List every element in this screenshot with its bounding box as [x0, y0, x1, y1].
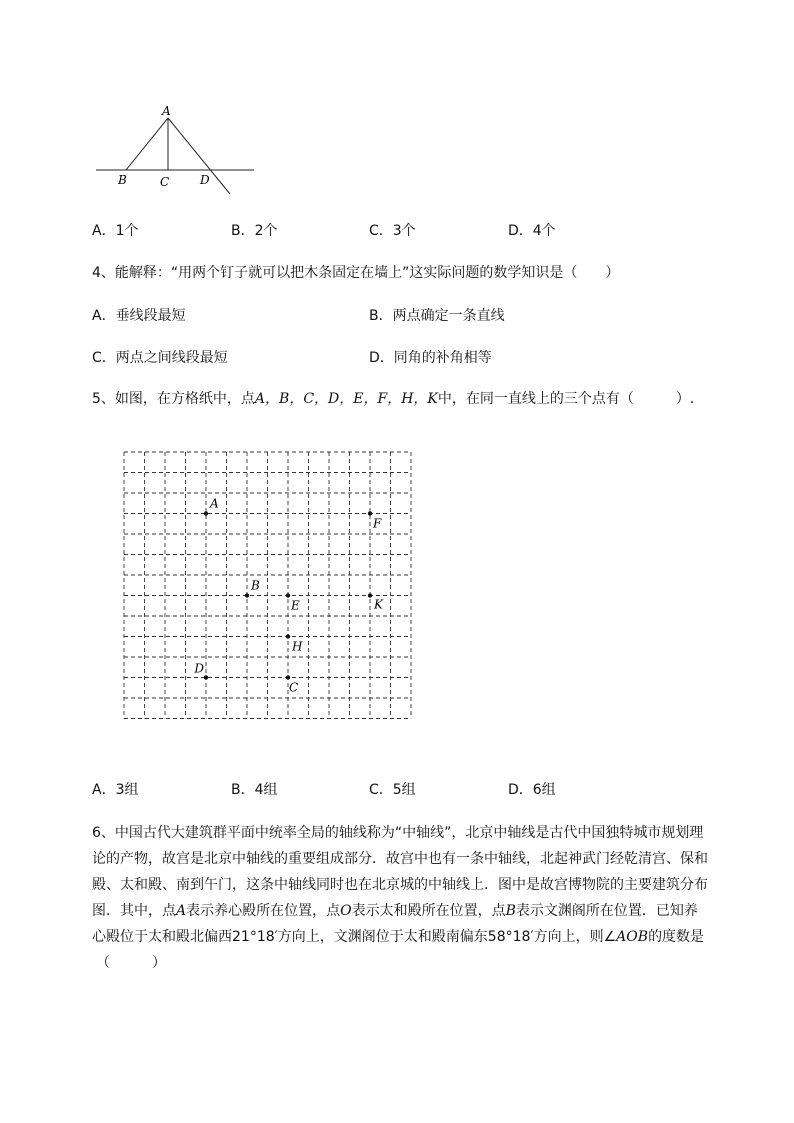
q5-option-b: B．4组 — [231, 782, 278, 798]
label-D: D — [200, 173, 210, 187]
q6-line-4-c: 表示太和殿所在位置，点 — [351, 903, 506, 919]
grid-point-e — [286, 593, 290, 597]
label-A: A — [162, 104, 171, 118]
grid-point-label-c: C — [289, 680, 299, 695]
q5-option-c: C．5组 — [369, 782, 416, 798]
q6-line-1: 6、中国古代大建筑群平面中统率全局的轴线称为“中轴线”，北京中轴线是古代中国独特城市规划理 — [92, 825, 704, 841]
q6-point-B: B — [505, 903, 516, 919]
label-B: B — [118, 173, 127, 187]
grid-point-k — [368, 593, 372, 597]
q6-line-4-a: 图．其中，点 — [92, 903, 176, 919]
q6-line-3: 殿、太和殿、南到午门，这条中轴线同时也在北京城的中轴线上．图中是故宫博物院的主要建筑分布 — [92, 877, 708, 893]
q6-line-5-b: 的度数是 — [648, 929, 705, 945]
grid-point-label-f: F — [373, 516, 382, 531]
grid-point-c — [286, 675, 290, 679]
q4-option-c: C．两点之间线段最短 — [92, 350, 228, 366]
grid-point-d — [204, 675, 208, 679]
q3-option-a: A．1个 — [92, 223, 139, 239]
q3-option-d: D．4个 — [508, 223, 556, 239]
segment-AD-extended — [168, 118, 230, 194]
q6-line-5 — [92, 926, 704, 946]
q5-stem — [92, 388, 694, 408]
label-C: C — [160, 175, 170, 189]
q3-option-b: B．2个 — [231, 223, 278, 239]
q5-points-list: A，B，C，D，E，F，H，K — [254, 391, 438, 407]
q5-option-a: A．3组 — [92, 782, 139, 798]
grid-point-b — [245, 593, 249, 597]
q6-line-4-d: 表示文渊阁所在位置．已知养 — [515, 903, 698, 919]
q6-point-O: O — [340, 903, 352, 919]
grid-figure — [120, 448, 420, 738]
grid-point-label-d: D — [194, 661, 204, 676]
q3-option-c: C．3个 — [369, 223, 416, 239]
q4-option-d: D．同角的补角相等 — [369, 350, 492, 366]
q6-point-A: A — [176, 903, 187, 919]
q6-line-2: 论的产物，故宫是北京中轴线的重要组成部分．故宫中也有一条中轴线，北起神武门经乾清宫、保和 — [92, 851, 708, 867]
q5-stem-prefix: 5、如图，在方格纸中，点 — [92, 391, 255, 407]
q5-option-d: D．6组 — [508, 782, 556, 798]
q6-line-4 — [92, 900, 698, 920]
q6-line-5-a: 心殿位于太和殿北偏西21°18′方向上，文渊阁位于太和殿南偏东58°18′方向上，则∠ — [92, 929, 617, 945]
grid-point-label-k: K — [374, 597, 383, 612]
figure-triangle — [90, 100, 270, 200]
grid-point-f — [368, 511, 372, 515]
grid-point-label-b: B — [251, 578, 260, 593]
q4-option-a: A．垂线段最短 — [92, 308, 186, 324]
grid-point-label-h: H — [292, 639, 303, 654]
q6-answer-blank: （ ） — [96, 955, 166, 971]
grid-point-label-a: A — [210, 496, 219, 511]
q4-stem: 4、能解释：“用两个钉子就可以把木条固定在墙上”这实际问题的数学知识是（ ） — [92, 265, 620, 281]
grid-point-a — [204, 511, 208, 515]
q5-stem-suffix: 中，在同一直线上的三个点有（ ）. — [437, 391, 695, 407]
q6-line-4-b: 表示养心殿所在位置，点 — [186, 903, 341, 919]
grid-point-label-e: E — [291, 598, 300, 613]
segment-AB — [126, 118, 168, 170]
q4-option-b: B．两点确定一条直线 — [369, 308, 505, 324]
grid-point-h — [286, 634, 290, 638]
q6-angle-AOB: AOB — [616, 929, 649, 945]
